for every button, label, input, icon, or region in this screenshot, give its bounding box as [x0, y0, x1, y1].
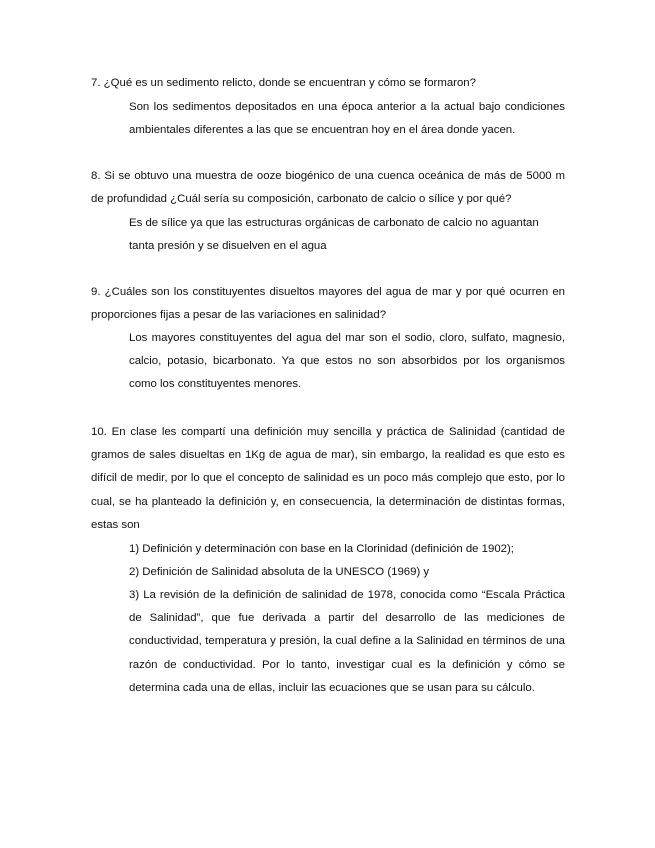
question-10-item-1: 1) Definición y determinación con base en la Clorinidad (definición de 1902);	[129, 543, 514, 555]
question-8: 8. Si se obtuvo una muestra de ooze biogénico de una cuenca oceánica de más de 5000 m de profundidad ¿Cuál sería su composición, carbonato de calcio o sílice y por qué?	[91, 170, 565, 206]
answer-7: Son los sedimentos depositados en una época anterior a la actual bajo condiciones ambientales diferentes a las que se encuentran hoy en el área donde yacen.	[129, 101, 565, 137]
question-10-item-3: 3) La revisión de la definición de salinidad de 1978, conocida como “Escala Práctica de Salinidad”, que fue derivada a partir del desarrollo de las mediciones de conductividad, temperatura y presión, la cual define a la Salinidad en términos de una razón de conductividad. Por lo tanto, investigar cual es la definición y cómo se determina cada una de ellas, incluir las ecuaciones que se usan para su cálculo.	[129, 589, 565, 694]
question-10: 10. En clase les compartí una definición muy sencilla y práctica de Salinidad (cantidad de gramos de sales disueltas en 1Kg de agua de mar), sin embargo, la realidad es que esto es difícil de medir, por lo que el concepto de salinidad es un poco más complejo que esto, por lo cual, se ha planteado la definición y, en consecuencia, la determinación de distintas formas, estas son	[91, 426, 565, 531]
question-7: 7. ¿Qué es un sedimento relicto, donde se encuentran y cómo se formaron?	[91, 77, 476, 89]
answer-8: Es de sílice ya que las estructuras orgánicas de carbonato de calcio no aguantan tanta presión y se disuelven en el agua	[129, 217, 539, 253]
question-9: 9. ¿Cuáles son los constituyentes disueltos mayores del agua de mar y por qué ocurren en proporciones fijas a pesar de las variaciones en salinidad?	[91, 286, 565, 322]
question-10-item-2: 2) Definición de Salinidad absoluta de la UNESCO (1969) y	[129, 566, 430, 578]
answer-9: Los mayores constituyentes del agua del mar son el sodio, cloro, sulfato, magnesio, calcio, potasio, bicarbonato. Ya que estos no son absorbidos por los organismos como los constituyentes menores.	[129, 332, 565, 391]
